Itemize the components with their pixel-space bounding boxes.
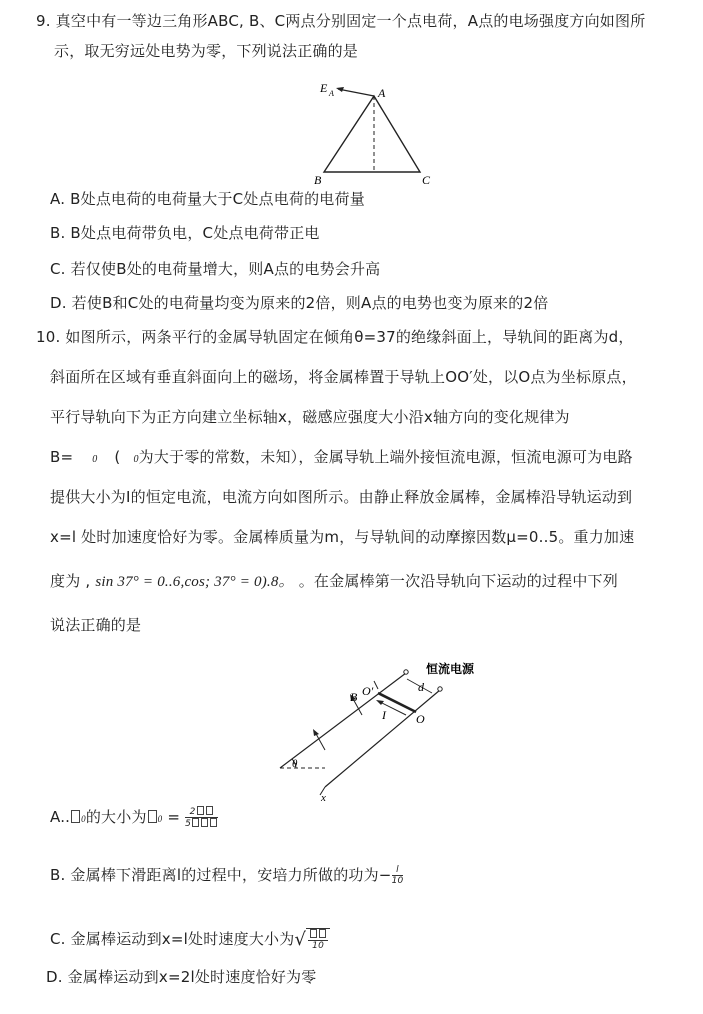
sqrt-expression: 10 [306, 928, 330, 951]
q9-option-b: B. B处点电荷带负电，C处点电荷带正电 [50, 224, 320, 242]
q10-stem-line2: 斜面所在区域有垂直斜面向上的磁场，将金属棒置于导轨上OO′处，以O点为坐标原点， [50, 368, 637, 386]
q10-stem-line6: x=l 处时加速度恰好为零。金属棒质量为m，与导轨间的动摩擦因数μ=0..5。重力加速 [50, 528, 635, 546]
sub-zero: 0 [81, 814, 86, 824]
label-A: A [378, 86, 386, 100]
label-E-sub: A [329, 89, 334, 98]
q9-triangle-figure [310, 80, 440, 188]
q10-stem-line5: 提供大小为I的恒定电流，电流方向如图所示。由静止释放金属棒，金属棒沿导轨运动到 [50, 488, 633, 506]
sub-zero: 0 [157, 814, 163, 824]
fraction: $\frac{l}{10}$ [391, 865, 404, 886]
q10-option-d: D. 金属棒运动到x=2l处时速度恰好为零 [46, 968, 317, 986]
q10-option-c: C. 金属棒运动到x=l处时速度大小为√ 10 [50, 928, 330, 951]
label-E: E [320, 81, 328, 95]
trig-values: sin 37° = 0..6,cos; 37° = 0).8。 [95, 574, 294, 590]
equals-sign: = [162, 808, 186, 826]
paren-open: ( [114, 448, 121, 466]
q10-stem-line1: 10. 如图所示，两条平行的金属导轨固定在倾角θ=37的绝缘斜面上，导轨间的距离为d， [36, 328, 634, 346]
label-x: x [321, 792, 326, 804]
formula-b-eq: B= [50, 448, 74, 466]
q9-option-d: D. 若使B和C处的电荷量均变为原来的2倍，则A点的电势也变为原来的2倍 [50, 294, 549, 312]
fraction: $\frac{2}{5}$ [185, 806, 218, 829]
q10-stem-line7 [50, 570, 618, 591]
q9-option-c: C. 若仅使B处的电荷量增大，则A点的电势会升高 [50, 260, 381, 278]
label-theta: θ [292, 758, 298, 770]
label-B: B [314, 173, 322, 187]
q10-stem-line4 [50, 446, 633, 467]
missing-glyph-icon [71, 810, 80, 823]
sub-zero: 0 [92, 454, 98, 465]
option-b-text: B. 金属棒下滑距离l的过程中，安培力所做的功为− [50, 866, 392, 884]
q10-rail-figure [270, 655, 500, 805]
label-B: B [350, 690, 358, 704]
q10-stem-line8: 说法正确的是 [50, 616, 142, 634]
q9-stem-line2: 示，取无穷远处电势为零，下列说法正确的是 [54, 42, 359, 60]
label-d: d [418, 680, 424, 694]
q10-option-a [50, 806, 218, 829]
option-c-text: C. 金属棒运动到x=l处时速度大小为 [50, 930, 295, 948]
gravity-label: 度为 , [50, 572, 91, 590]
option-a-text: 的大小为 [85, 808, 147, 826]
q10-stem-line3: 平行导轨向下为正方向建立坐标轴x，磁感应强度大小沿x轴方向的变化规律为 [50, 408, 570, 426]
missing-glyph-icon [148, 810, 157, 823]
label-O-prime: O′ [362, 684, 374, 698]
q9-stem-line1: 9. 真空中有一等边三角形ABC, B、C两点分别固定一个点电荷，A点的电场强度方向如图所 [36, 12, 646, 30]
formula-desc: 为大于零的常数，未知），金属导轨上端外接恒流电源，恒流电源可为电路 [138, 448, 633, 466]
q9-option-a: A. B处点电荷的电荷量大于C处点电荷的电荷量 [50, 190, 365, 208]
label-power-source: 恒流电源 [426, 662, 475, 676]
label-C: C [422, 173, 431, 187]
label-O: O [416, 712, 425, 726]
label-I: I [382, 708, 386, 722]
sub-zero: 0 [133, 454, 139, 465]
option-a-prefix: A.. [50, 808, 71, 826]
stem-continuation: 。在金属棒第一次沿导轨向下运动的过程中下列 [298, 572, 618, 590]
q10-option-b [50, 864, 403, 886]
